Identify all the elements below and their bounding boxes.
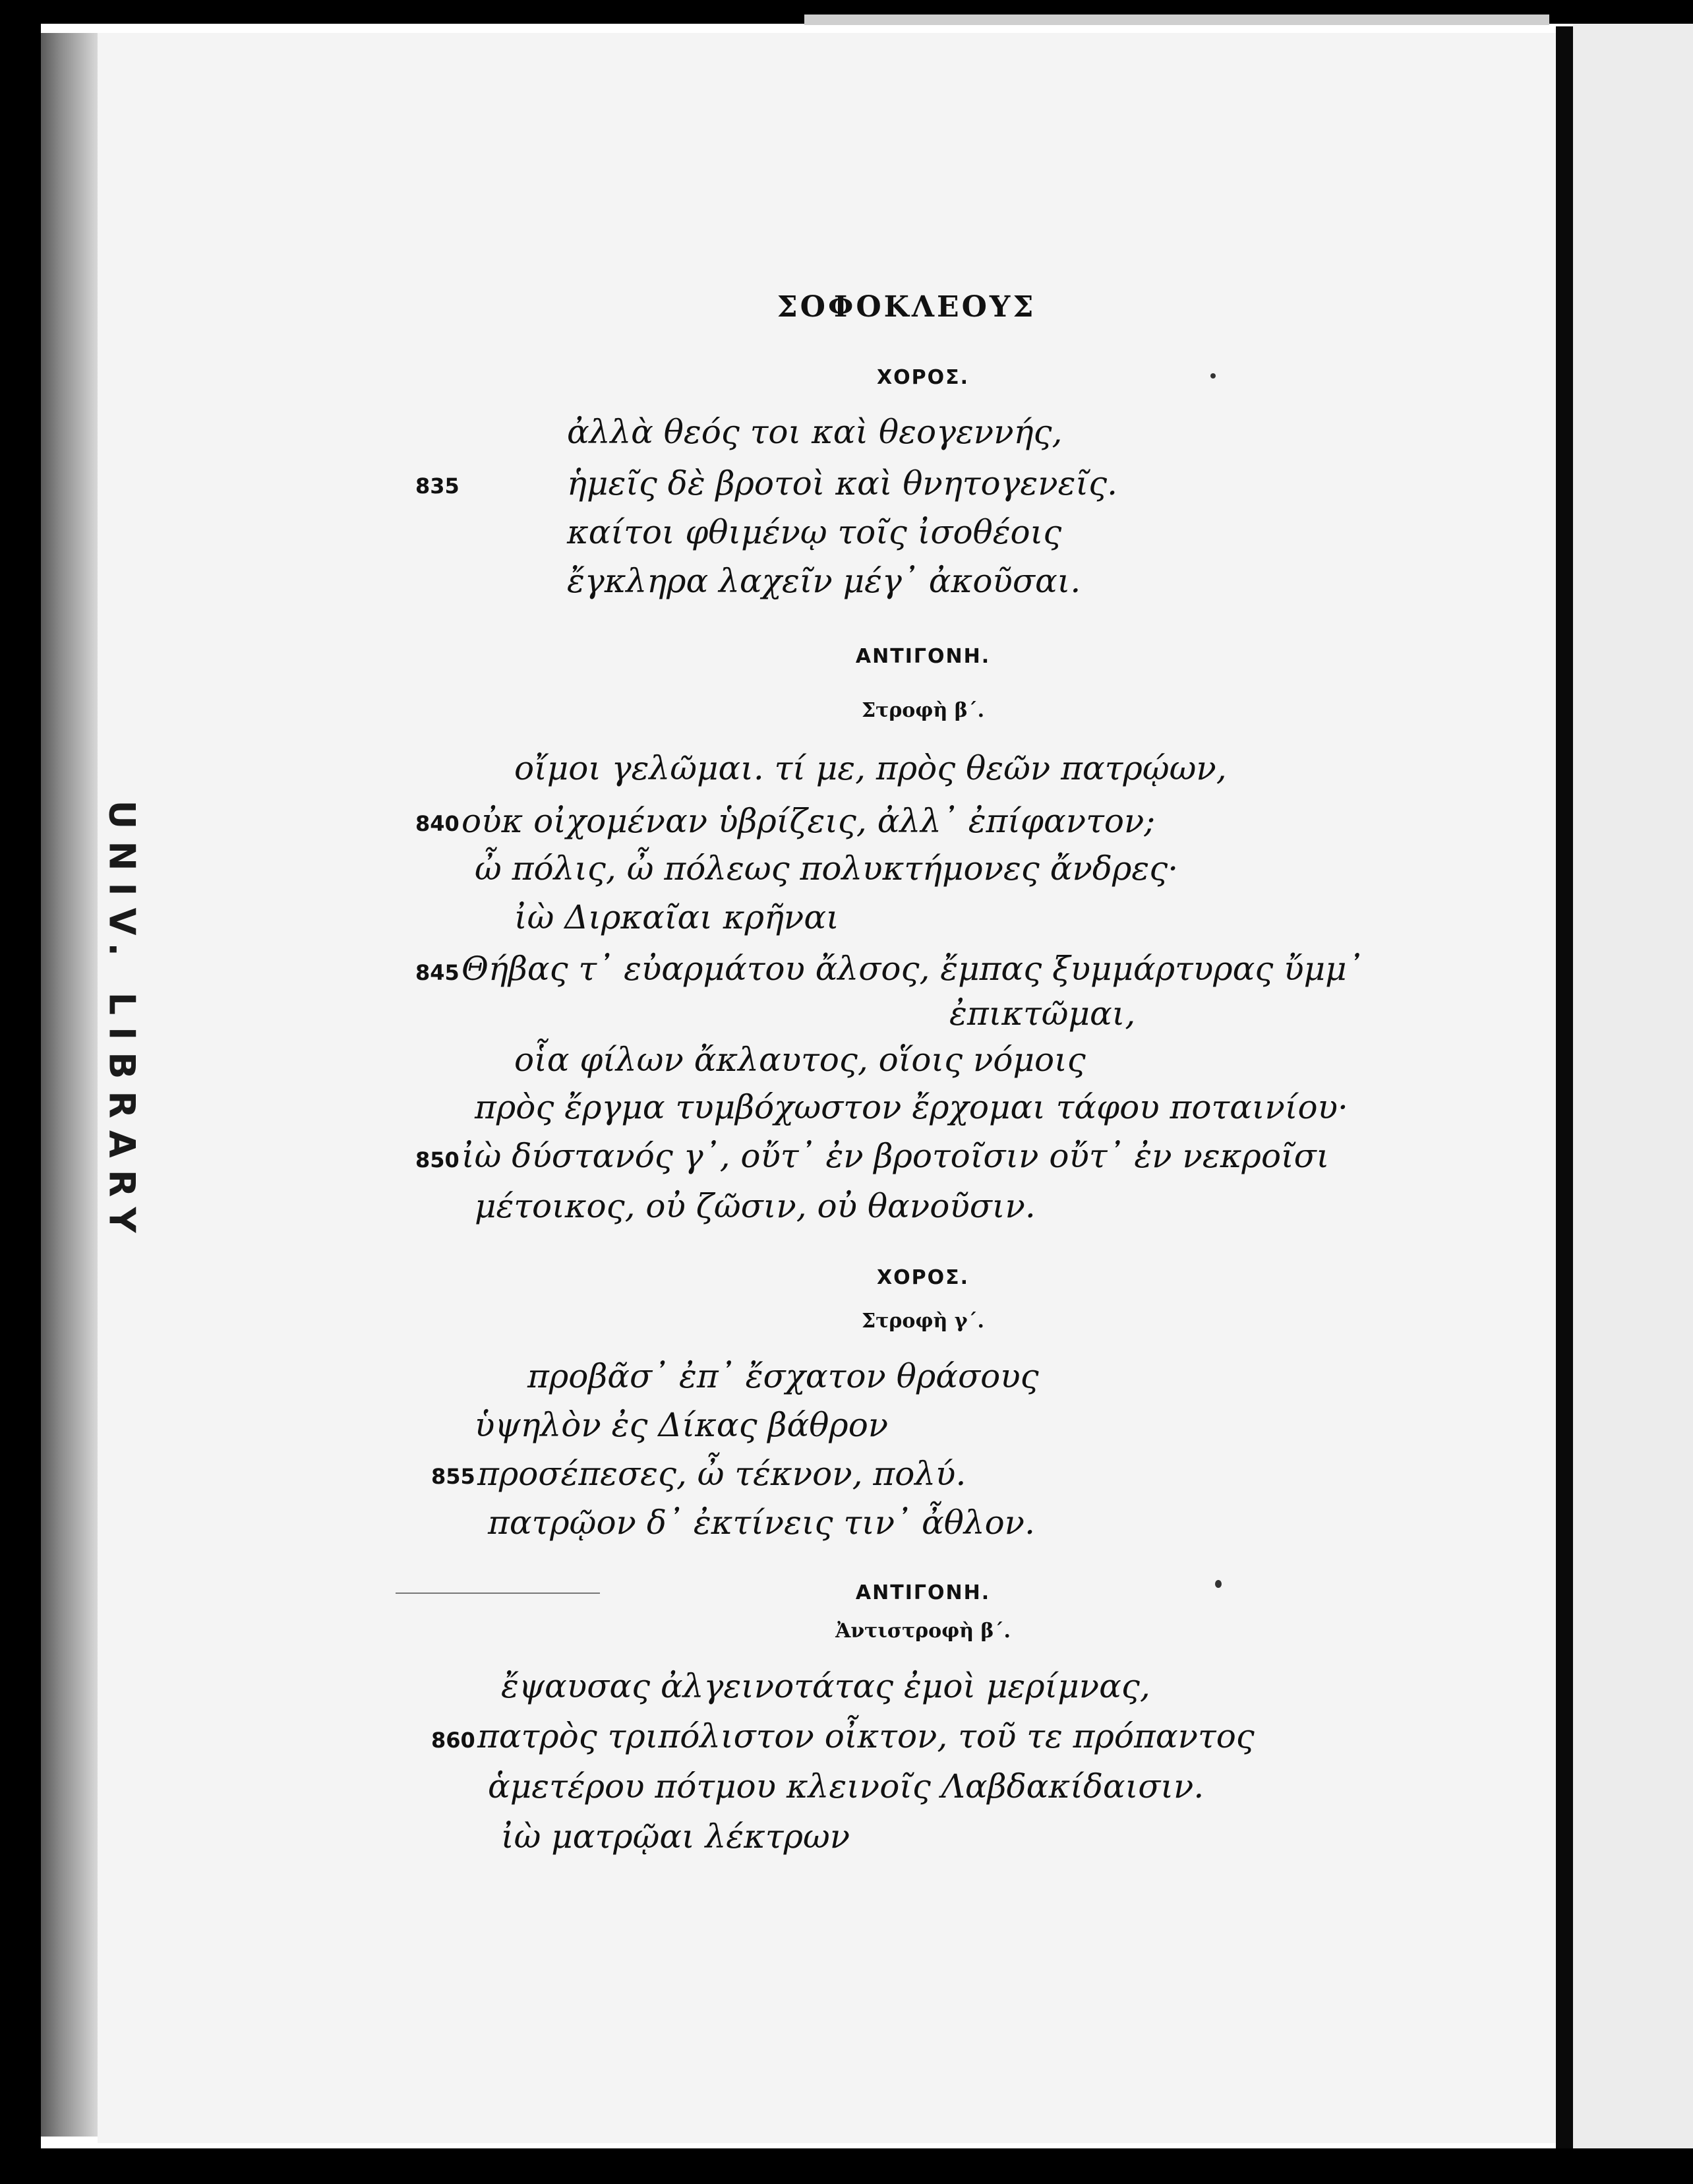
verse-line: ἡμεῖς δὲ βροτοὶ καὶ θνητογενεῖς. [567,464,1117,502]
verse-line: ἐπικτῶμαι, [949,994,1136,1033]
verse-line: οἷα φίλων ἄκλαυτος, οἵοις νόμοις [514,1041,1086,1079]
verse-line: ἁμετέρου πότμου κλεινοῖς Λαβδακίδαισιν. [488,1767,1204,1805]
verse-line: πατρὸς τριπόλιστον οἶκτον, τοῦ τε πρόπαντος [477,1717,1255,1755]
top-edge-strip [804,15,1549,25]
library-stamp [99,785,145,1259]
verse-line: προσέπεσες, ὦ τέκνον, πολύ. [477,1455,966,1493]
verse-line: Θήβας τ᾽ εὐαρμάτου ἄλσος, ἔμπας ξυμμάρτυρας ὔμμ᾽ [461,950,1363,988]
ink-speck [1215,1580,1222,1588]
section-heading: Ἀντιστροφὴ β΄. [835,1620,1011,1643]
verse-line: ἔψαυσας ἀλγεινοτάτας ἐμοὶ μερίμνας, [501,1667,1150,1705]
speaker-chorus: ΧΟΡΟΣ. [876,1266,969,1289]
verse-line: οὐκ οἰχομέναν ὑβρίζεις, ἀλλ᾽ ἐπίφαντον; [461,802,1156,840]
running-header: ΣΟΦΟΚΛΕΟΥΣ [777,290,1036,324]
verse-line: πρὸς ἔργμα τυμβόχωστον ἔρχομαι τάφου ποταινίου· [475,1088,1348,1126]
line-number: 850 [415,1147,460,1172]
speaker-antigone: ΑΝΤΙΓΟΝΗ. [855,645,991,668]
line-number: 835 [415,473,460,499]
verse-line: ἔγκληρα λαχεῖν μέγ᾽ ἀκοῦσαι. [567,562,1081,600]
line-number: 855 [431,1464,475,1489]
verse-line: ἀλλὰ θεός τοι καὶ θεογεννής, [567,413,1063,451]
section-heading: Στροφὴ β΄. [861,699,985,722]
library-stamp-text: UNIV. LIBRARY [101,799,143,1245]
verse-line: ἰὼ δύστανός γ᾽, οὔτ᾽ ἐν βροτοῖσιν οὔτ᾽ ἐν νεκροῖσι [461,1137,1330,1175]
speaker-antigone: ΑΝΤΙΓΟΝΗ. [855,1581,991,1604]
line-number: 860 [431,1728,475,1753]
ink-speck [1210,373,1216,379]
verse-line: ὦ πόλις, ὦ πόλεως πολυκτήμονες ἄνδρες· [475,849,1179,888]
book-spine [41,33,98,2137]
verse-line: ἰὼ ματρῷαι λέκτρων [501,1817,850,1856]
line-number: 840 [415,811,460,836]
margin-rule [396,1592,600,1594]
verse-line: προβᾶσ᾽ ἐπ᾽ ἔσχατον θράσους [527,1357,1039,1395]
line-number: 845 [415,960,460,985]
speaker-chorus: ΧΟΡΟΣ. [876,366,969,389]
verse-line: πατρῷον δ᾽ ἐκτίνεις τιν᾽ ἆθλον. [488,1503,1035,1542]
section-heading: Στροφὴ γ΄. [861,1310,984,1333]
page-gutter [1556,26,1573,2148]
verse-line: καίτοι φθιμένῳ τοῖς ἰσοθέοις [567,513,1062,551]
verse-line: ἰὼ Διρκαῖαι κρῆναι [514,898,839,936]
facing-page [1573,24,1693,2148]
verse-line: οἴμοι γελῶμαι. τί με, πρὸς θεῶν πατρῴων, [514,749,1227,787]
bottom-border [0,2148,1693,2184]
verse-line: ὑψηλὸν ἐς Δίκας βάθρον [475,1406,889,1444]
verse-line: μέτοικος, οὐ ζῶσιν, οὐ θανοῦσιν. [475,1187,1036,1225]
